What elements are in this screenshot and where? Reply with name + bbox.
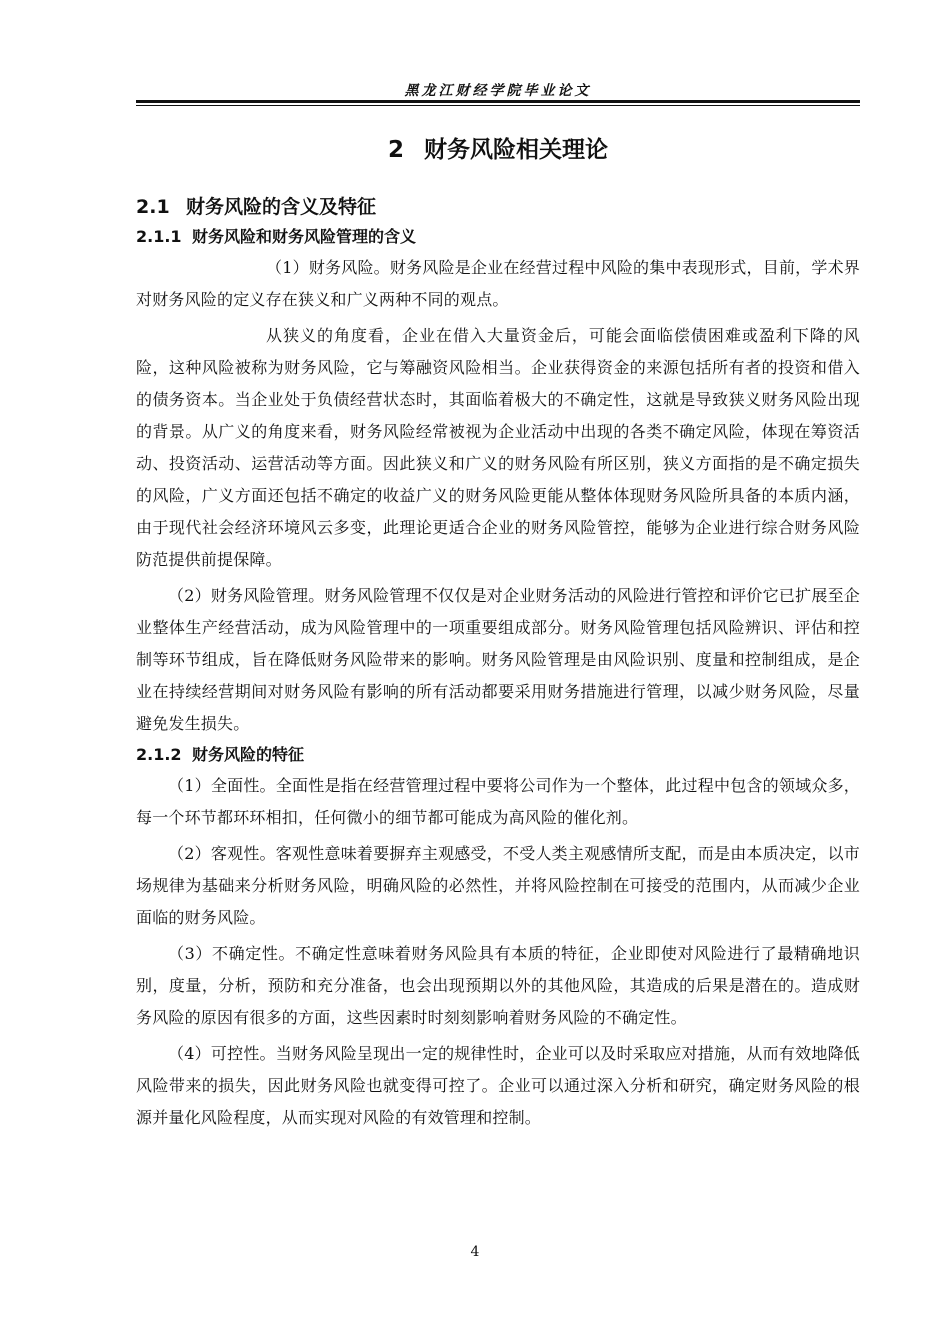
section-heading	[136, 192, 860, 222]
subsection-title: 财务风险和财务风险管理的含义	[192, 227, 417, 246]
header-rule-thin	[136, 105, 860, 106]
subsection-number: 2.1.2	[136, 745, 182, 764]
header-rule-thick	[136, 100, 860, 103]
chapter-title-text: 财务风险相关理论	[424, 137, 608, 163]
paragraph: （4）可控性。当财务风险呈现出一定的规律性时，企业可以及时采取应对措施，从而有效地降低风险带来的损失，因此财务风险也就变得可控了。企业可以通过深入分析和研究，确定财务风险的根源并量化风险程度，从而实现对风险的有效管理和控制。	[136, 1044, 860, 1127]
paragraph: （3）不确定性。不确定性意味着财务风险具有本质的特征，企业即使对风险进行了最精确地识别，度量，分析，预防和充分准备，也会出现预期以外的其他风险，其造成的后果是潜在的。造成财务风险的原因有很多的方面，这些因素时时刻刻影响着财务风险的不确定性。	[136, 944, 860, 1027]
page-body	[136, 130, 860, 1134]
running-header: 黑龙江财经学院毕业论文	[404, 83, 592, 99]
chapter-number: 2	[387, 137, 404, 163]
subsection-heading	[136, 222, 860, 252]
chapter-title	[136, 130, 860, 170]
section-number: 2.1	[136, 196, 170, 218]
paragraph: 从狭义的角度看，企业在借入大量资金后，可能会面临偿债困难或盈利下降的风险，这种风险被称为财务风险，它与筹融资风险相当。企业获得资金的来源包括所有者的投资和借入的债务资本。当企业处于负债经营状态时，其面临着极大的不确定性，这就是导致狭义财务风险出现的背景。从广义的角度来看，财务风险经常被视为企业活动中出现的各类不确定风险，体现在筹资活动、投资活动、运营活动等方面。因此狭义和广义的财务风险有所区别，狭义方面指的是不确定损失的风险，广义方面还包括不确定的收益广义的财务风险更能从整体体现财务风险所具备的本质内涵，由于现代社会经济环境风云多变，此理论更适合企业的财务风险管控，能够为企业进行综合财务风险防范提供前提保障。	[136, 326, 860, 569]
paragraph: （1）财务风险。财务风险是企业在经营过程中风险的集中表现形式，目前，学术界对财务风险的定义存在狭义和广义两种不同的观点。	[136, 258, 860, 309]
page-number: 4	[470, 1244, 480, 1260]
subsection-number: 2.1.1	[136, 227, 182, 246]
paragraph: （2）客观性。客观性意味着要摒弃主观感受，不受人类主观感情所支配，而是由本质决定，以市场规律为基础来分析财务风险，明确风险的必然性，并将风险控制在可接受的范围内，从而减少企业面临的财务风险。	[136, 844, 860, 927]
section-title: 财务风险的含义及特征	[186, 196, 377, 218]
paragraph: （1）全面性。全面性是指在经营管理过程中要将公司作为一个整体，此过程中包含的领域众多，每一个环节都环环相扣，任何微小的细节都可能成为高风险的催化剂。	[136, 776, 860, 827]
subsection-heading	[136, 740, 860, 770]
subsection-title: 财务风险的特征	[192, 745, 305, 764]
paragraph: （2）财务风险管理。财务风险管理不仅仅是对企业财务活动的风险进行管控和评价它已扩展至企业整体生产经营活动，成为风险管理中的一项重要组成部分。财务风险管理包括风险辨识、评估和控制等环节组成，旨在降低财务风险带来的影响。财务风险管理是由风险识别、度量和控制组成，是企业在持续经营期间对财务风险有影响的所有活动都要采用财务措施进行管理，以减少财务风险，尽量避免发生损失。	[136, 586, 860, 733]
